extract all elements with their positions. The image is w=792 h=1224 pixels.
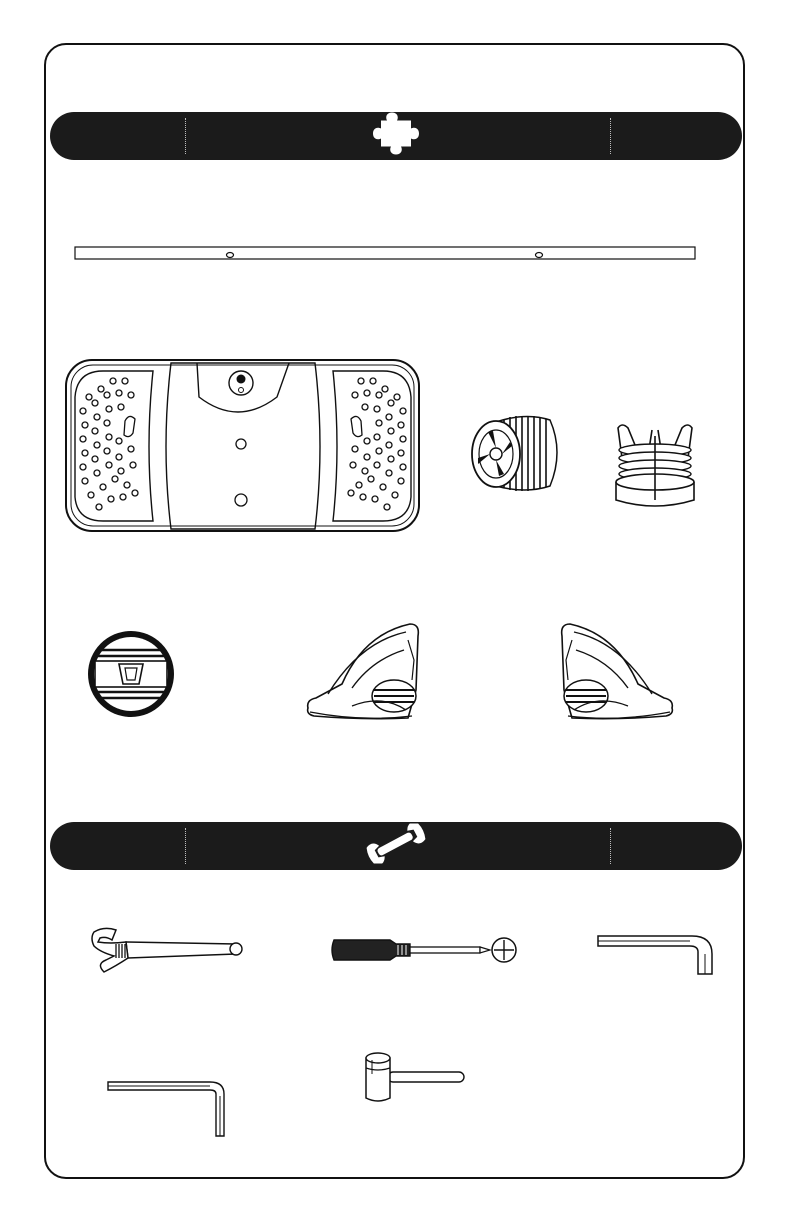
large-hex-key — [594, 932, 718, 978]
mallet — [358, 1050, 470, 1106]
round-end-cap — [85, 628, 177, 720]
ribbed-wheel — [466, 408, 562, 500]
spring-clip-base — [608, 420, 702, 512]
bar-divider-left — [185, 118, 186, 154]
wrench-icon — [364, 824, 428, 869]
parts-section-bar — [50, 112, 742, 160]
long-rail-tube-icon — [74, 244, 696, 262]
long-rail-tube — [74, 244, 696, 262]
bar-divider-right — [610, 118, 611, 154]
small-hex-key — [106, 1076, 230, 1140]
page-frame — [44, 43, 745, 1179]
phillips-screwdriver-icon — [330, 932, 522, 968]
adjustable-wrench-icon — [86, 924, 250, 980]
small-hex-key-icon — [106, 1076, 230, 1140]
right-foot-bracket — [554, 620, 678, 724]
phillips-screwdriver — [330, 932, 522, 968]
mallet-icon — [358, 1050, 470, 1106]
round-end-cap-icon — [85, 628, 177, 720]
backboard-body-icon — [63, 357, 423, 535]
left-foot-bracket — [302, 620, 426, 724]
right-foot-bracket-icon — [554, 620, 678, 724]
adjustable-wrench — [86, 924, 250, 980]
ribbed-wheel-icon — [466, 408, 562, 500]
tools-section-bar — [50, 822, 742, 870]
large-hex-key-icon — [594, 932, 718, 978]
bar-divider-left — [185, 828, 186, 864]
backboard-body — [63, 357, 423, 535]
puzzle-piece-icon — [365, 111, 427, 162]
bar-divider-right — [610, 828, 611, 864]
spring-clip-base-icon — [608, 420, 702, 512]
left-foot-bracket-icon — [302, 620, 426, 724]
